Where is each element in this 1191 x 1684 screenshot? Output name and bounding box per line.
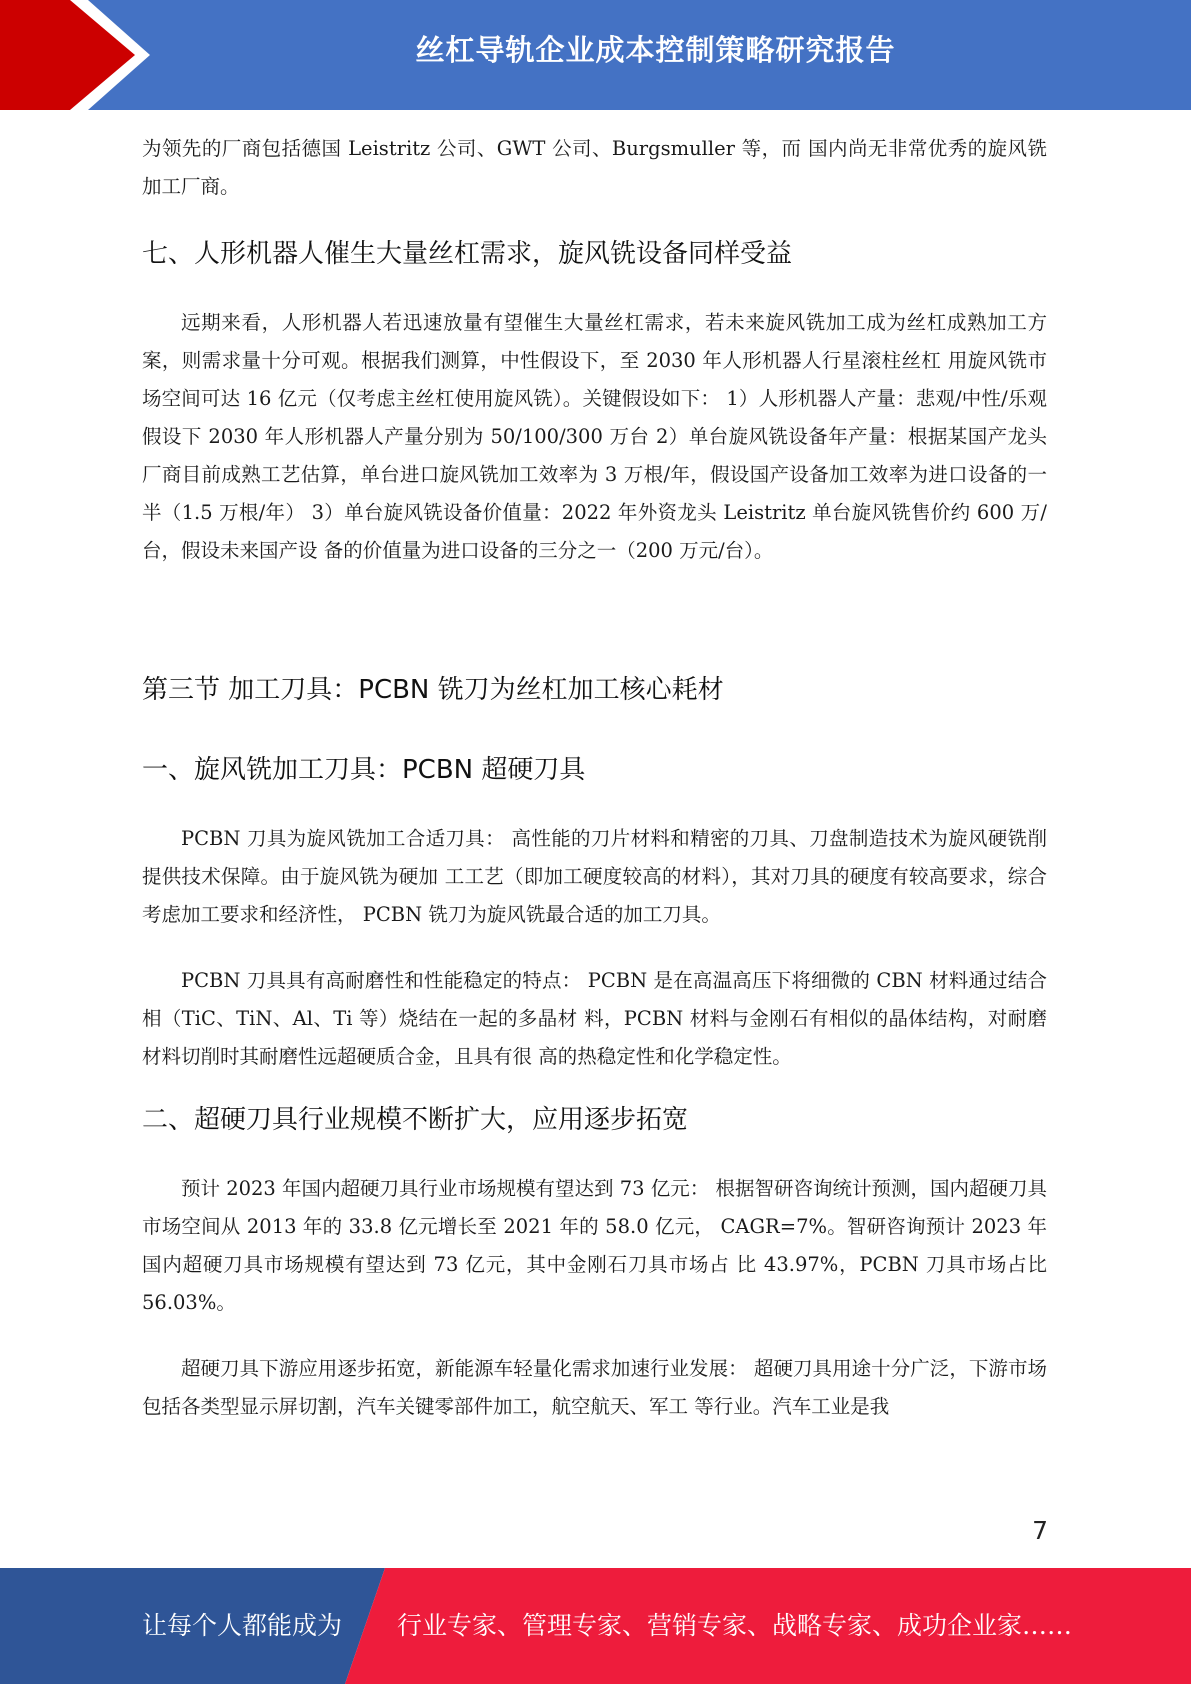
document-body	[142, 130, 1047, 1426]
paragraph-pcbn-wear: PCBN 刀具具有高耐磨性和性能稳定的特点： PCBN 是在高温高压下将细微的 CBN 材料通过结合相（TiC、TiN、Al、Ti 等）烧结在一起的多晶材 料，PCBN 材料与金刚石有相似的晶体结构，对耐磨材料切削时其耐磨性远超硬质合金，且具有很 高的热稳定性和化学稳定性。	[142, 969, 1047, 1068]
page-number: 7	[1032, 1516, 1048, 1545]
paragraph-pcbn-suitable: PCBN 刀具为旋风铣加工合适刀具： 高性能的刀片材料和精密的刀具、刀盘制造技术为旋风硬铣削提供技术保障。由于旋风铣为硬加 工工艺（即加工硬度较高的材料），其对刀具的硬度有较高要求，综合考虑加工要求和经济性， PCBN 铣刀为旋风铣最合适的加工刀具。	[142, 827, 1047, 926]
paragraph-downstream: 超硬刀具下游应用逐步拓宽，新能源车轻量化需求加速行业发展： 超硬刀具用途十分广泛，下游市场包括各类型显示屏切割，汽车关键零部件加工，航空航天、军工 等行业。汽车工业是我	[142, 1357, 1047, 1418]
section-heading-one: 一、旋风铣加工刀具：PCBN 超硬刀具	[142, 755, 586, 785]
paragraph-continued: 为领先的厂商包括德国 Leistritz 公司、GWT 公司、Burgsmuller 等，而 国内尚无非常优秀的旋风铣加工厂商。	[142, 137, 1047, 198]
footer-slogan-right: 行业专家、管理专家、营销专家、战略专家、成功企业家……	[397, 1611, 1073, 1640]
page-footer	[0, 1568, 1191, 1684]
paragraph-robot-demand: 远期来看，人形机器人若迅速放量有望催生大量丝杠需求，若未来旋风铣加工成为丝杠成熟加工方案，则需求量十分可观。根据我们测算，中性假设下，至 2030 年人形机器人行星滚柱丝杠 用旋风铣市场空间可达 16 亿元（仅考虑主丝杠使用旋风铣）。关键假设如下： 1）人形机器人产量：悲观/中性/乐观假设下 2030 年人形机器人产量分别为 50/100/300 万台 2）单台旋风铣设备年产量：根据某国产龙头厂商目前成熟工艺估算，单台进口旋风铣加工效率为 3 万根/年，假设国产设备加工效率为进口设备的一半（1.5 万根/年） 3）单台旋风铣设备价值量：2022 年外资龙头 Leistritz 单台旋风铣售价约 600 万/台，假设未来国产设 备的价值量为进口设备的三分之一（200 万元/台）。	[142, 311, 1047, 562]
chapter-heading-section-three: 第三节 加工刀具：PCBN 铣刀为丝杠加工核心耗材	[142, 675, 724, 705]
section-heading-seven: 七、人形机器人催生大量丝杠需求，旋风铣设备同样受益	[142, 239, 793, 269]
report-title: 丝杠导轨企业成本控制策略研究报告	[415, 33, 896, 67]
paragraph-market-size: 预计 2023 年国内超硬刀具行业市场规模有望达到 73 亿元： 根据智研咨询统计预测，国内超硬刀具市场空间从 2013 年的 33.8 亿元增长至 2021 年的 58.0 亿元， CAGR=7%。智研咨询预计 2023 年国内超硬刀具市场规模有望达到 73 亿元，其中金刚石刀具市场占 比 43.97%，PCBN 刀具市场占比 56.03%。	[142, 1177, 1047, 1314]
page-header	[0, 0, 1191, 110]
footer-slogan-left: 让每个人都能成为	[142, 1611, 343, 1640]
section-heading-two: 二、超硬刀具行业规模不断扩大，应用逐步拓宽	[142, 1105, 689, 1135]
